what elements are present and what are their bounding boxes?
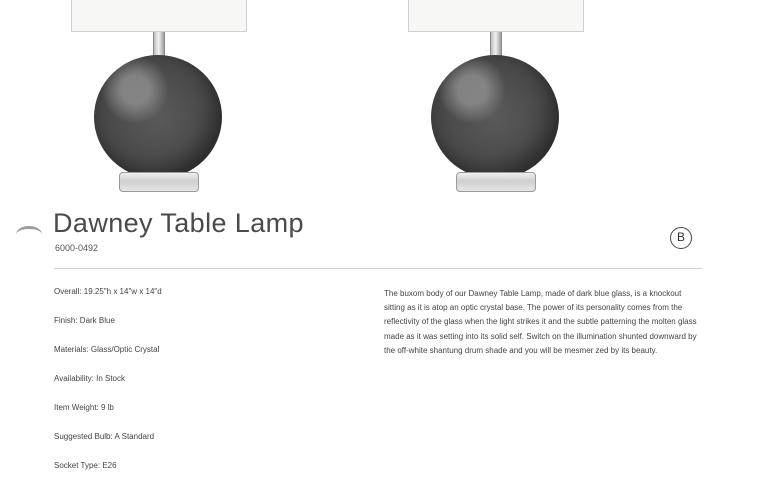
- product-description: The buxom body of our Dawney Table Lamp, made of dark blue glass, is a knockout sitting as it is atop an optic crystal base. The power of its personality comes from the reflectivity of the glass when the light strikes it and the subtle patterning the molten glass made as it was setting into its solid self. Switch on the illumination shunted downward by the off-white shantung drum shade and you will be mesmer zed by its beauty.: [384, 289, 697, 355]
- spec-list: [54, 287, 162, 490]
- lamp-glass-globe: [94, 55, 222, 179]
- divider: [54, 268, 702, 269]
- spec-socket-type: Socket Type: E26: [54, 461, 117, 470]
- lamp-shade: [408, 0, 584, 32]
- spec-item-weight: Item Weight: 9 lb: [54, 403, 114, 412]
- lamp-crystal-base: [456, 172, 536, 192]
- lamp-image-right: [408, 0, 584, 200]
- spec-suggested-bulb: Suggested Bulb: A Standard: [54, 432, 155, 441]
- lamp-crystal-base: [119, 172, 199, 192]
- brand-swoosh-icon: [16, 226, 42, 243]
- product-title: Dawney Table Lamp: [53, 208, 304, 238]
- lamp-glass-globe: [431, 55, 559, 179]
- spec-materials: Materials: Glass/Optic Crystal: [54, 345, 160, 354]
- lamp-shade: [71, 0, 247, 32]
- lamp-image-left: [71, 0, 247, 200]
- spec-overall: Overall: 19.25"h x 14"w x 14"d: [54, 287, 162, 296]
- product-sku: 6000-0492: [55, 243, 99, 253]
- spec-finish: Finish: Dark Blue: [54, 316, 115, 325]
- category-badge: B: [670, 227, 692, 249]
- spec-availability: Availability: In Stock: [54, 374, 125, 383]
